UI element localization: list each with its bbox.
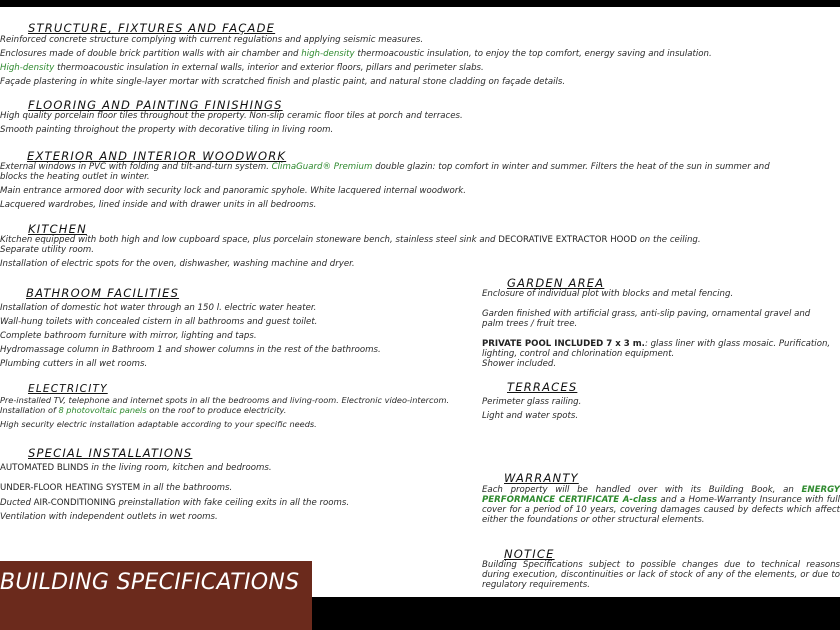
terraces-line-1: Perimeter glass railing. (482, 397, 582, 407)
top-bar (0, 0, 840, 7)
electricity-heading: ELECTRICITY (28, 383, 108, 395)
bathroom-line-1: Installation of domestic hot water through an 150 l. electric water heater. (0, 303, 317, 313)
structure-heading: STRUCTURE, FIXTURES AND FAÇADE (28, 21, 276, 35)
garden-heading: GARDEN AREA (507, 276, 605, 290)
special-heading: SPECIAL INSTALLATIONS (28, 446, 193, 460)
garden-line-2-cont: palm trees / fruit tree. (482, 319, 578, 329)
document-title: BUILDING SPECIFICATIONS (0, 570, 300, 595)
warranty-text: Each property will be handled over with its Building Book, an ENERGY PERFORMANCE CERTIFICATE A-class and a Home-Warranty Insurance with full cover for a period of 10 years, covering damages caused by defects which affect either the foundations or other structural elements. (482, 485, 840, 525)
kitchen-line-2: Separate utility room. (0, 245, 94, 255)
notice-heading: NOTICE (504, 547, 555, 561)
electricity-line-2: Installation of 8 photovoltaic panels on the roof to produce electricity. (0, 405, 287, 415)
terraces-heading: TERRACES (507, 380, 578, 394)
garden-line-3-cont: lighting, control and chlorination equipment. (482, 349, 675, 359)
woodwork-line-1-cont: blocks the heating outlet in winter. (0, 172, 150, 182)
structure-line-1: Reinforced concrete structure complying with current regulations and applying seismic measures. (0, 35, 424, 45)
electricity-line-1: Pre-installed TV, telephone and internet spots in all the bedrooms and living-room. Electronic video-intercom. (0, 395, 450, 405)
woodwork-line-2: Main entrance armored door with security lock and panoramic spyhole. White lacquered internal woodwork. (0, 186, 466, 196)
flooring-line-2: Smooth painting throighout the property with decorative tiling in living room. (0, 125, 334, 135)
special-line-4: Ventilation with independent outlets in wet rooms. (0, 512, 218, 522)
woodwork-line-3: Lacquered wardrobes, lined inside and with drawer units in all bedrooms. (0, 200, 317, 210)
structure-line-3: High-density thermoacoustic insulation in external walls, interior and exterior floors, pillars and perimeter slabs. (0, 63, 484, 73)
structure-line-2: Enclosures made of double brick partition walls with air chamber and high-density thermoacoustic insulation, to enjoy the top comfort, energy saving and insulation. (0, 49, 712, 59)
woodwork-heading: EXTERIOR AND INTERIOR WOODWORK (27, 149, 287, 163)
garden-line-4: Shower included. (482, 359, 557, 369)
terraces-line-2: Light and water spots. (482, 411, 579, 421)
garden-line-2: Garden finished with artificial grass, anti-slip paving, ornamental gravel and (482, 309, 811, 319)
structure-line-4: Façade plastering in white single-layer mortar with scratched finish and plastic paint, and natural stone cladding on façade details. (0, 77, 566, 87)
warranty-heading: WARRANTY (504, 471, 579, 485)
woodwork-line-1: External windows in PVC with folding and tilt-and-turn system. ClimaGuard® Premium double glazin: top comfort in winter and summer. Filters the heat of the sun in summer and (0, 162, 770, 172)
bathroom-heading: BATHROOM FACILITIES (26, 286, 180, 300)
special-line-2: UNDER-FLOOR HEATING SYSTEM in all the bathrooms. (0, 483, 233, 493)
bathroom-line-4: Hydromassage column in Bathroom 1 and shower columns in the rest of the bathrooms. (0, 345, 381, 355)
garden-line-1: Enclosure of individual plot with blocks and metal fencing. (482, 289, 734, 299)
kitchen-line-3: Installation of electric spots for the oven, dishwasher, washing machine and dryer. (0, 259, 355, 269)
bathroom-line-5: Plumbing cutters in all wet rooms. (0, 359, 148, 369)
kitchen-line-1: Kitchen equipped with both high and low cupboard space, plus porcelain stoneware bench, stainless steel sink and DECORATIVE EXTRACTOR HOOD on the ceiling. (0, 235, 701, 245)
flooring-line-1: High quality porcelain floor tiles throughout the property. Non-slip ceramic floor tiles at porch and terraces. (0, 111, 463, 121)
special-line-1: AUTOMATED BLINDS in the living room, kitchen and bedrooms. (0, 463, 272, 473)
special-line-3: Ducted AIR-CONDITIONING preinstallation with fake ceiling exits in all the rooms. (0, 498, 350, 508)
bathroom-line-2: Wall-hung toilets with concealed cistern in all bathrooms and guest toilet. (0, 317, 318, 327)
garden-line-3: PRIVATE POOL INCLUDED 7 x 3 m.: glass liner with glass mosaic. Purification, (482, 339, 831, 349)
electricity-line-3: High security electric installation adaptable according to your specific needs. (0, 419, 317, 429)
flooring-heading: FLOORING AND PAINTING FINISHINGS (28, 98, 283, 112)
bathroom-line-3: Complete bathroom furniture with mirror, lighting and taps. (0, 331, 257, 341)
kitchen-heading: KITCHEN (28, 222, 87, 236)
notice-text: Building Specifications subject to possible changes due to technical reasons during execution, discontinuities or lack of stock of any of the elements, or due to regulatory requirements. (482, 560, 840, 590)
